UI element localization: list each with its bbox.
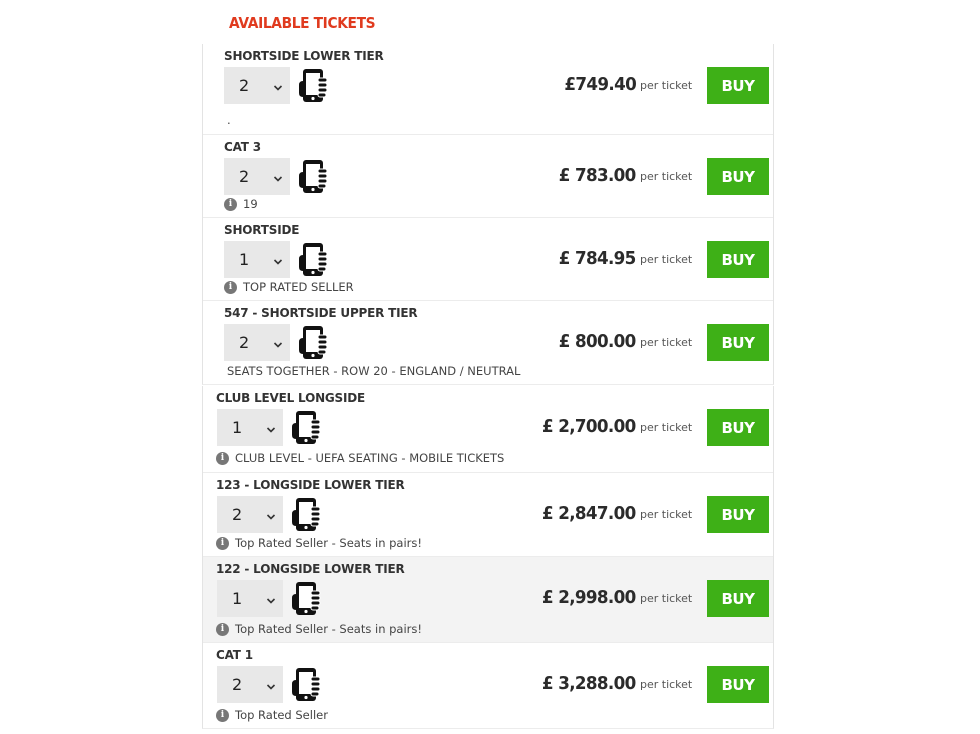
- ticket-listing: [203, 217, 773, 301]
- listing-note-text: SEATS TOGETHER - ROW 20 - ENGLAND / NEUTRAL: [227, 364, 521, 378]
- ticket-price: £ 784.95: [559, 248, 636, 269]
- buy-button[interactable]: BUY: [707, 580, 769, 617]
- info-icon: i: [216, 537, 229, 550]
- listing-note-text: Top Rated Seller - Seats in pairs!: [235, 622, 423, 636]
- listing-note-text: CLUB LEVEL - UEFA SEATING - MOBILE TICKETS: [235, 451, 505, 465]
- quantity-select[interactable]: [217, 580, 283, 617]
- mobile-phone-icon: [298, 242, 328, 277]
- per-ticket-label: per ticket: [640, 421, 693, 434]
- ticket-listing: [203, 44, 773, 134]
- mobile-phone-icon: [291, 581, 321, 616]
- buy-button[interactable]: BUY: [707, 496, 769, 533]
- mobile-phone-icon: [298, 159, 328, 194]
- listing-note-text: TOP RATED SELLER: [243, 280, 354, 294]
- chevron-down-icon: [266, 677, 276, 687]
- section-name: SHORTSIDE LOWER TIER: [224, 49, 384, 63]
- listing-note-text: Top Rated Seller - Seats in pairs!: [235, 536, 423, 550]
- listings-group-1: [202, 44, 774, 385]
- chevron-down-icon: [273, 252, 283, 262]
- mobile-phone-icon: [291, 497, 321, 532]
- ticket-listing: [203, 472, 773, 557]
- section-name: CLUB LEVEL LONGSIDE: [216, 391, 366, 405]
- quantity-value: 2: [239, 167, 250, 186]
- section-name: 122 - LONGSIDE LOWER TIER: [216, 562, 405, 576]
- listing-note: [224, 280, 354, 294]
- info-icon: i: [216, 709, 229, 722]
- info-icon: i: [216, 452, 229, 465]
- listing-note-text: Top Rated Seller: [235, 708, 328, 722]
- quantity-value: 1: [232, 418, 243, 437]
- listing-note: [227, 364, 520, 378]
- page-title: AVAILABLE TICKETS: [229, 14, 376, 32]
- mobile-phone-icon: [298, 325, 328, 360]
- ticket-price: £ 2,847.00: [542, 503, 636, 524]
- listing-note: [224, 197, 258, 211]
- chevron-down-icon: [266, 420, 276, 430]
- per-ticket-label: per ticket: [640, 336, 693, 349]
- quantity-value: 1: [239, 250, 250, 269]
- ticket-listing: [203, 642, 773, 729]
- section-name: 547 - SHORTSIDE UPPER TIER: [224, 306, 418, 320]
- buy-button[interactable]: BUY: [707, 241, 769, 278]
- info-icon: i: [216, 623, 229, 636]
- chevron-down-icon: [266, 591, 276, 601]
- ticket-listing: [203, 556, 773, 643]
- mobile-phone-icon: [298, 68, 328, 103]
- buy-button[interactable]: BUY: [707, 409, 769, 446]
- per-ticket-label: per ticket: [640, 79, 693, 92]
- ticket-price: £749.40: [564, 74, 636, 95]
- quantity-value: 2: [239, 333, 250, 352]
- listing-note-text: 19: [243, 197, 258, 211]
- ticket-price: £ 2,700.00: [542, 416, 636, 437]
- per-ticket-label: per ticket: [640, 508, 693, 521]
- section-name: CAT 1: [216, 648, 253, 662]
- chevron-down-icon: [273, 78, 283, 88]
- ticket-listing: [203, 300, 773, 385]
- buy-button[interactable]: BUY: [707, 67, 769, 104]
- listings-group-2: [202, 386, 774, 729]
- listing-note-text: .: [227, 113, 231, 127]
- chevron-down-icon: [273, 169, 283, 179]
- buy-button[interactable]: BUY: [707, 324, 769, 361]
- per-ticket-label: per ticket: [640, 592, 693, 605]
- per-ticket-label: per ticket: [640, 253, 693, 266]
- ticket-listing: [203, 386, 773, 472]
- quantity-select[interactable]: [217, 409, 283, 446]
- quantity-select[interactable]: [224, 158, 290, 195]
- section-name: 123 - LONGSIDE LOWER TIER: [216, 478, 405, 492]
- listing-note: [227, 113, 231, 127]
- quantity-value: 2: [232, 505, 243, 524]
- chevron-down-icon: [273, 335, 283, 345]
- ticket-price: £ 783.00: [559, 165, 636, 186]
- quantity-select[interactable]: [224, 67, 290, 104]
- ticket-price: £ 2,998.00: [542, 587, 636, 608]
- quantity-select[interactable]: [217, 666, 283, 703]
- section-name: CAT 3: [224, 140, 261, 154]
- info-icon: i: [224, 281, 237, 294]
- info-icon: i: [224, 198, 237, 211]
- quantity-select[interactable]: [224, 241, 290, 278]
- buy-button[interactable]: BUY: [707, 158, 769, 195]
- quantity-value: 2: [232, 675, 243, 694]
- mobile-phone-icon: [291, 667, 321, 702]
- chevron-down-icon: [266, 507, 276, 517]
- ticket-listing: [203, 134, 773, 218]
- per-ticket-label: per ticket: [640, 678, 693, 691]
- quantity-select[interactable]: [217, 496, 283, 533]
- quantity-value: 2: [239, 76, 250, 95]
- ticket-price: £ 3,288.00: [542, 673, 636, 694]
- listing-note: [216, 536, 422, 550]
- section-name: SHORTSIDE: [224, 223, 300, 237]
- ticket-price: £ 800.00: [559, 331, 636, 352]
- per-ticket-label: per ticket: [640, 170, 693, 183]
- listing-note: [216, 451, 504, 465]
- listing-note: [216, 622, 422, 636]
- buy-button[interactable]: BUY: [707, 666, 769, 703]
- quantity-value: 1: [232, 589, 243, 608]
- quantity-select[interactable]: [224, 324, 290, 361]
- mobile-phone-icon: [291, 410, 321, 445]
- listing-note: [216, 708, 328, 722]
